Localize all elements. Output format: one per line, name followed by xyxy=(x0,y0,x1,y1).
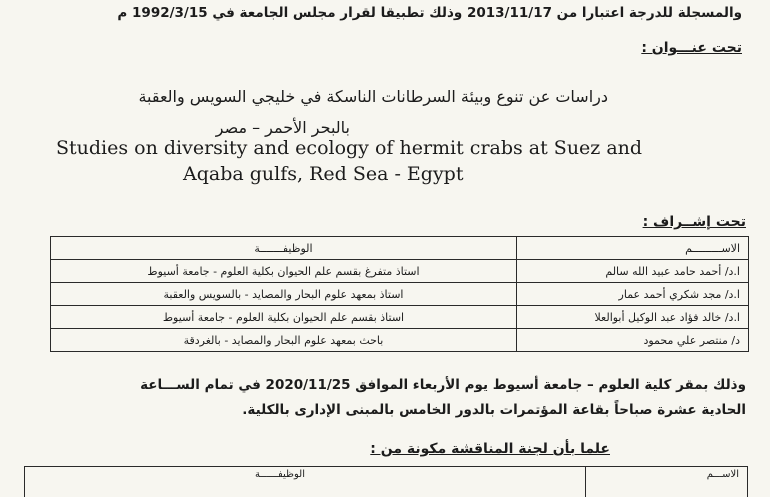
table-row xyxy=(51,260,749,283)
supervision-heading: تحت إشــراف : xyxy=(642,214,746,230)
table-row xyxy=(51,329,749,352)
top-line: والمسجلة للدرجة اعتبارا من 2013/11/17 وذلك تطبيقا لقرار مجلس الجامعة في 1992/3/15 م xyxy=(117,5,742,21)
supervisor-name: ا.د/ أحمد حامد عبيد الله سالم xyxy=(517,260,749,283)
committee-header-job: الوظيفــــــة xyxy=(255,469,305,480)
table-row xyxy=(51,283,749,306)
title-arabic-line-1: دراسات عن تنوع وبيئة السرطانات الناسكة في خليجي السويس والعقبة xyxy=(138,87,608,106)
supervisor-job: باحث بمعهد علوم البحار والمصايد - بالغردقة xyxy=(51,329,517,352)
committee-heading: علما بأن لجنة المناقشة مكونة من : xyxy=(370,441,610,457)
table-header-row xyxy=(51,237,749,260)
supervisor-job: استاذ متفرغ بقسم علم الحيوان بكلية العلوم - جامعة أسيوط xyxy=(51,260,517,283)
committee-header-name: الاســـم xyxy=(706,469,739,480)
table-row xyxy=(51,306,749,329)
committee-table xyxy=(24,466,748,497)
venue-line-2: الحادية عشرة صباحاً بقاعة المؤتمرات بالدور الخامس بالمبنى الإدارى بالكلية. xyxy=(242,402,746,418)
supervisor-job: استاذ بمعهد علوم البحار والمصايد - بالسويس والعقبة xyxy=(51,283,517,306)
supervisor-name: د/ منتصر علي محمود xyxy=(517,329,749,352)
supervisor-job: استاذ بقسم علم الحيوان بكلية العلوم - جامعة أسيوط xyxy=(51,306,517,329)
title-heading: تحت عنـــوان : xyxy=(641,40,742,56)
supervisor-name: ا.د/ خالد فؤاد عبد الوكيل أبوالعلا xyxy=(517,306,749,329)
header-job: الوظيفـــــــة xyxy=(51,237,517,260)
supervisors-table xyxy=(50,236,749,352)
title-english-line-2: Aqaba gulfs, Red Sea - Egypt xyxy=(183,163,464,185)
supervisor-name: ا.د/ مجد شكري أحمد عمار xyxy=(517,283,749,306)
title-arabic-line-2: بالبحر الأحمر – مصر xyxy=(215,118,350,137)
committee-table-divider xyxy=(585,467,586,497)
title-english-line-1: Studies on diversity and ecology of hermit crabs at Suez and xyxy=(56,137,643,159)
venue-line-1: وذلك بمقر كلية العلوم – جامعة أسيوط يوم الأربعاء الموافق 2020/11/25 في تمام الســـاعة xyxy=(140,377,746,393)
header-name: الاســـــــــم xyxy=(517,237,749,260)
